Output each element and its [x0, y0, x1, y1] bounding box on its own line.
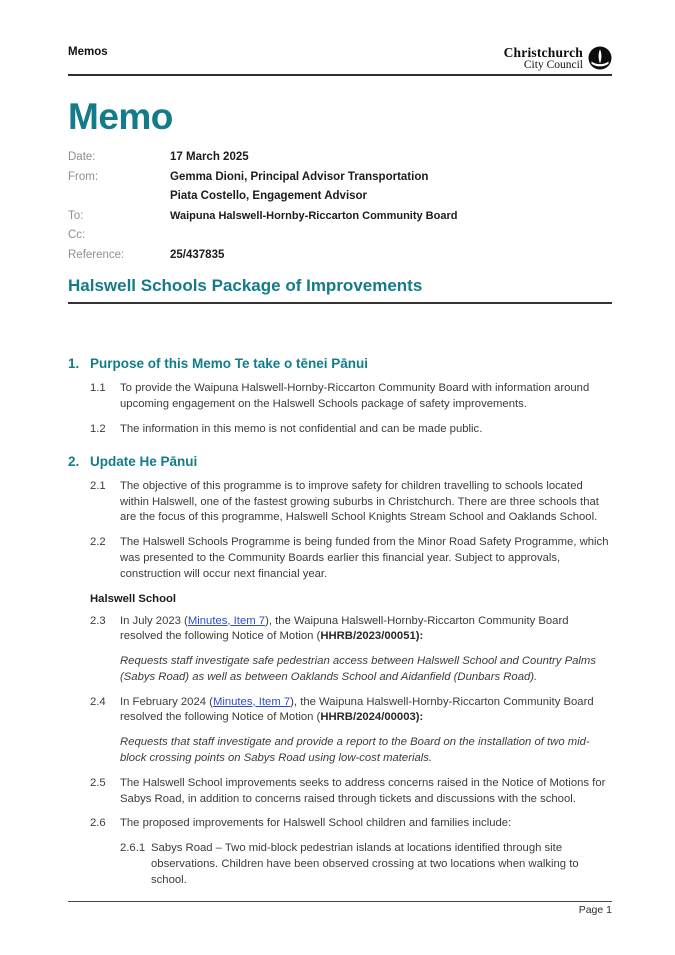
- paragraph-2-4: [68, 695, 612, 727]
- paragraph-1-1-number: 1.1: [90, 382, 106, 395]
- paragraph-2-4-number: 2.4: [90, 695, 106, 708]
- section-1-title: Purpose of this Memo Te take o tēnei Pānui: [90, 356, 369, 372]
- paragraph-2-2-text: The Halswell Schools Programme is being funded from the Minor Road Safety Programme, which was presented to the Community Boards earlier this financial year. Subject to approvals, construction will occur next financial year.: [120, 536, 609, 580]
- minutes-item-7-link-2023[interactable]: Minutes, Item 7: [187, 614, 266, 627]
- paragraph-2-3-text: [120, 614, 612, 646]
- paragraph-1-1: [68, 381, 612, 413]
- quote-notice-of-motion-2024: Requests that staff investigate and provide a report to the Board on the installation of two mid-block crossing points on Sabys Road using low-cost materials.: [120, 736, 590, 765]
- council-brand-text: [504, 45, 583, 71]
- council-brand: [504, 45, 612, 71]
- page-footer: [68, 901, 612, 916]
- paragraph-2-2: [68, 535, 612, 582]
- paragraph-1-2-text: The information in this memo is not confidential and can be made public.: [120, 422, 483, 435]
- paragraph-2-3-pre: In July 2023 (: [120, 614, 188, 627]
- to-label: To:: [68, 209, 84, 222]
- paragraph-2-6-text: The proposed improvements for Halswell School children and families include:: [120, 817, 512, 830]
- reference-label: Reference:: [68, 248, 125, 261]
- meta-row-date: [68, 148, 612, 168]
- date-label: Date:: [68, 151, 96, 164]
- page-header: [68, 45, 612, 76]
- notice-of-motion-ref-2023: HHRB/2023/00051):: [320, 630, 424, 643]
- paragraph-2-2-number: 2.2: [90, 536, 106, 549]
- minutes-item-7-link-2024[interactable]: Minutes, Item 7: [212, 695, 291, 708]
- from-label: From:: [68, 170, 99, 183]
- paragraph-2-1: [68, 479, 612, 526]
- from-value: [170, 168, 428, 207]
- meta-row-to: [68, 207, 612, 227]
- paragraph-2-6: [68, 816, 612, 832]
- section-2-title: Update He Pānui: [90, 453, 198, 469]
- paragraph-2-6-number: 2.6: [90, 817, 106, 830]
- meta-row-reference: [68, 246, 612, 266]
- paragraph-2-5: [68, 776, 612, 808]
- paragraph-1-2-number: 1.2: [90, 422, 106, 435]
- memo-subject-heading: Halswell Schools Package of Improvements: [68, 276, 612, 304]
- paragraph-2-1-text: The objective of this programme is to improve safety for children travelling to schools located within Halswell, one of the fastest growing suburbs in Christchurch. There are three schools that are the focus of this programme, Halswell School Knights Stream School and Oaklands School.: [120, 479, 599, 524]
- meta-row-cc: [68, 226, 612, 246]
- date-value: 17 March 2025: [170, 151, 249, 164]
- meta-row-from: [68, 168, 612, 207]
- paragraph-1-1-text: To provide the Waipuna Halswell-Hornby-Riccarton Community Board with information around upcoming engagement on the Halswell Schools package of safety improvements.: [120, 382, 590, 411]
- paragraph-2-5-text: The Halswell School improvements seeks to address concerns raised in the Notice of Motions for Sabys Road, in addition to concerns raised through tickets and discussions with the school.: [120, 776, 606, 805]
- reference-value: 25/437835: [170, 248, 225, 261]
- page-number-label: Page 1: [578, 904, 612, 916]
- cc-label: Cc:: [68, 229, 86, 242]
- council-name-line1: Christchurch: [503, 45, 583, 60]
- from-value-line2: Piata Costello, Engagement Advisor: [170, 190, 368, 203]
- paragraph-1-2: [68, 422, 612, 438]
- paragraph-2-1-number: 2.1: [90, 479, 106, 492]
- notice-of-motion-ref-2024: HHRB/2024/00003):: [320, 711, 424, 724]
- from-value-line1: Gemma Dioni, Principal Advisor Transportation: [170, 170, 429, 183]
- halswell-school-subheading: Halswell School: [90, 592, 177, 605]
- paragraph-2-3-number: 2.3: [90, 614, 106, 627]
- memo-title: Memo: [68, 96, 173, 138]
- memo-metadata: [68, 148, 612, 265]
- to-value: Waipuna Halswell-Hornby-Riccarton Community Board: [170, 209, 458, 222]
- paragraph-2-6-1: [68, 841, 612, 888]
- paragraph-2-3: [68, 614, 612, 646]
- council-name-line2: City Council: [523, 58, 583, 71]
- paragraph-2-4-pre: In February 2024 (: [120, 695, 213, 708]
- section-1-heading: [68, 355, 612, 372]
- section-1-number: 1.: [68, 356, 80, 372]
- paragraph-2-6-1-text: Sabys Road – Two mid-block pedestrian islands at locations identified through site observations. Children have been observed crossing at two locations when walking to school.: [151, 842, 579, 886]
- council-logo-icon: [588, 46, 612, 70]
- section-2-heading: [68, 453, 612, 470]
- quote-notice-of-motion-2023: Requests staff investigate safe pedestrian access between Halswell School and Country Palms (Sabys Road) as well as between Oaklands School and Aidanfield (Dunbars Road).: [120, 655, 596, 683]
- paragraph-2-3-mid: ), the Waipuna Halswell-Hornby-Riccarton Community Board resolved the following Notice of Motion (: [120, 614, 569, 643]
- paragraph-2-4-text: [120, 695, 612, 727]
- paragraph-2-5-number: 2.5: [90, 776, 106, 789]
- doc-type-label: Memos: [68, 46, 108, 58]
- paragraph-2-6-1-number: 2.6.1: [120, 842, 146, 855]
- paragraph-2-4-mid: ), the Waipuna Halswell-Hornby-Riccarton Community Board resolved the following Notice of Motion (: [120, 695, 594, 724]
- section-2-number: 2.: [68, 453, 80, 469]
